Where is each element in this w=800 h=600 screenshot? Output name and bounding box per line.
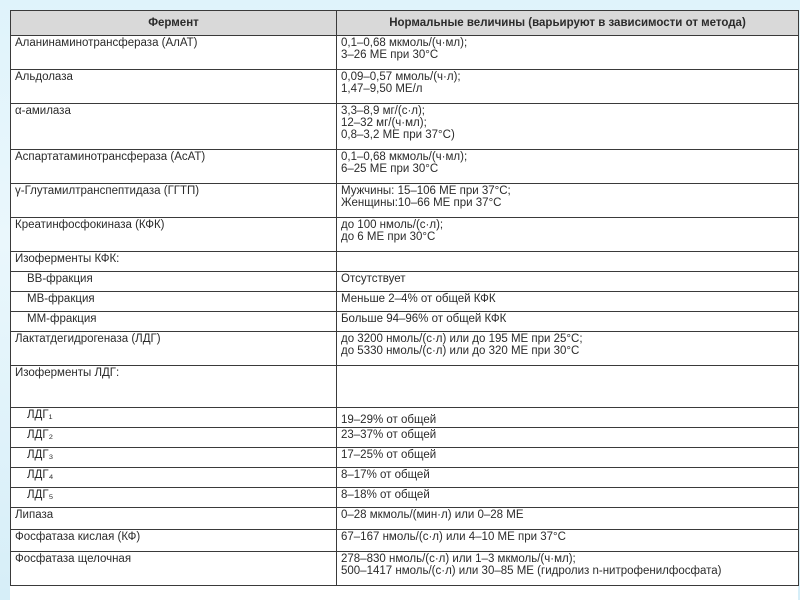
normal-value-cell [337, 272, 799, 292]
normal-value-cell [337, 332, 799, 366]
table-row [11, 508, 799, 530]
normal-value-line: 67–167 нмоль/(с·л) или 4–10 МЕ при 37°С [341, 531, 566, 543]
enzyme-name-cell: Лактатдегидрогеназа (ЛДГ) [11, 332, 337, 366]
table-row [11, 312, 799, 332]
table-row [11, 272, 799, 292]
normal-value-line: до 3200 нмоль/(с·л) или до 195 МЕ при 25°С; [341, 333, 583, 345]
normal-value-line: 0,09–0,57 ммоль/(ч·л); [341, 71, 461, 83]
normal-value-line: 3,3–8,9 мг/(с·л); [341, 105, 426, 117]
table-row [11, 468, 799, 488]
normal-value-line: до 6 МЕ при 30°С [341, 231, 436, 243]
normal-value-cell [337, 366, 799, 408]
enzyme-name-cell: ЛДГ₂ [11, 428, 337, 448]
enzyme-name-cell: ЛДГ₄ [11, 468, 337, 488]
table-row [11, 150, 799, 184]
normal-value-line: Больше 94–96% от общей КФК [341, 313, 507, 325]
table-row [11, 408, 799, 428]
enzyme-name-cell: ЛДГ₁ [11, 408, 337, 428]
normal-value-cell [337, 428, 799, 448]
normal-value-line: Мужчины: 15–106 МЕ при 37°С; [341, 185, 511, 197]
enzyme-name-cell: γ-Глутамилтранспептидаза (ГГТП) [11, 184, 337, 218]
enzyme-name-cell: Креатинфосфокиназа (КФК) [11, 218, 337, 252]
table-row [11, 366, 799, 408]
normal-value-line: Отсутствует [341, 273, 406, 285]
normal-value-line: 19–29% от общей [341, 414, 437, 426]
enzyme-name-cell: Аланинаминотрансфераза (АлАТ) [11, 36, 337, 70]
normal-value-cell [337, 36, 799, 70]
normal-value-cell [337, 218, 799, 252]
enzyme-name-cell: Изоферменты КФК: [11, 252, 337, 272]
enzyme-name-cell: Изоферменты ЛДГ: [11, 366, 337, 408]
normal-value-line: 278–830 нмоль/(с·л) или 1–3 мкмоль/(ч·мл); [341, 553, 576, 565]
table-row [11, 292, 799, 312]
table-row [11, 218, 799, 252]
enzyme-name-cell: ЛДГ₅ [11, 488, 337, 508]
enzyme-name-cell: Липаза [11, 508, 337, 530]
normal-value-line: 23–37% от общей [341, 429, 437, 441]
normal-value-line: до 100 нмоль/(с·л); [341, 219, 444, 231]
normal-value-line: 8–18% от общей [341, 489, 430, 501]
table-row [11, 552, 799, 586]
enzyme-name-cell: Аспартатаминотрансфераза (АсАТ) [11, 150, 337, 184]
normal-value-cell [337, 70, 799, 104]
table-row [11, 104, 799, 150]
table-row [11, 332, 799, 366]
column-header-normal-values: Нормальные величины (варьируют в зависимости от метода) [337, 11, 799, 36]
normal-value-line: 0,8–3,2 МЕ при 37°С) [341, 129, 455, 141]
normal-value-line: Меньше 2–4% от общей КФК [341, 293, 496, 305]
normal-value-line: до 5330 нмоль/(с·л) или до 320 МЕ при 30°С [341, 345, 580, 357]
column-header-enzyme: Фермент [11, 11, 337, 36]
table-row [11, 428, 799, 448]
normal-value-cell [337, 408, 799, 428]
enzyme-name-cell: ММ-фракция [11, 312, 337, 332]
enzyme-name-cell: Альдолаза [11, 70, 337, 104]
normal-value-cell [337, 104, 799, 150]
normal-value-cell [337, 312, 799, 332]
normal-value-line: 1,47–9,50 МЕ/л [341, 83, 423, 95]
table-row [11, 530, 799, 552]
normal-value-line: 6–25 МЕ при 30°С [341, 163, 439, 175]
normal-value-line: 0,1–0,68 мкмоль/(ч·мл); [341, 37, 468, 49]
table-row [11, 70, 799, 104]
table-row [11, 448, 799, 468]
normal-value-cell [337, 530, 799, 552]
normal-value-cell [337, 292, 799, 312]
normal-value-cell [337, 488, 799, 508]
table-header-row [11, 11, 799, 36]
normal-value-cell [337, 552, 799, 586]
normal-value-cell [337, 252, 799, 272]
normal-value-cell [337, 508, 799, 530]
normal-value-cell [337, 150, 799, 184]
normal-value-line: 3–26 МЕ при 30°С [341, 49, 439, 61]
normal-value-line: Женщины:10–66 МЕ при 37°С [341, 197, 502, 209]
normal-value-cell [337, 448, 799, 468]
normal-value-line: 0,1–0,68 мкмоль/(ч·мл); [341, 151, 468, 163]
normal-value-cell [337, 468, 799, 488]
normal-value-cell [337, 184, 799, 218]
table-row [11, 36, 799, 70]
normal-value-line: 12–32 мг/(ч·мл); [341, 117, 427, 129]
enzyme-norms-table [10, 10, 799, 586]
enzyme-name-cell: Фосфатаза кислая (КФ) [11, 530, 337, 552]
enzyme-name-cell: ЛДГ₃ [11, 448, 337, 468]
enzyme-name-cell: ВВ-фракция [11, 272, 337, 292]
normal-value-line: 8–17% от общей [341, 469, 430, 481]
table-row [11, 184, 799, 218]
table-row [11, 252, 799, 272]
enzyme-name-cell: МВ-фракция [11, 292, 337, 312]
enzyme-name-cell: Фосфатаза щелочная [11, 552, 337, 586]
normal-value-line: 0–28 мкмоль/(мин·л) или 0–28 МЕ [341, 509, 524, 521]
document-page [10, 10, 798, 600]
table-row [11, 488, 799, 508]
normal-value-line: 17–25% от общей [341, 449, 437, 461]
enzyme-name-cell: α-амилаза [11, 104, 337, 150]
normal-value-line: 500–1417 нмоль/(с·л) или 30–85 МЕ (гидролиз n-нитрофенилфосфата) [341, 565, 722, 577]
